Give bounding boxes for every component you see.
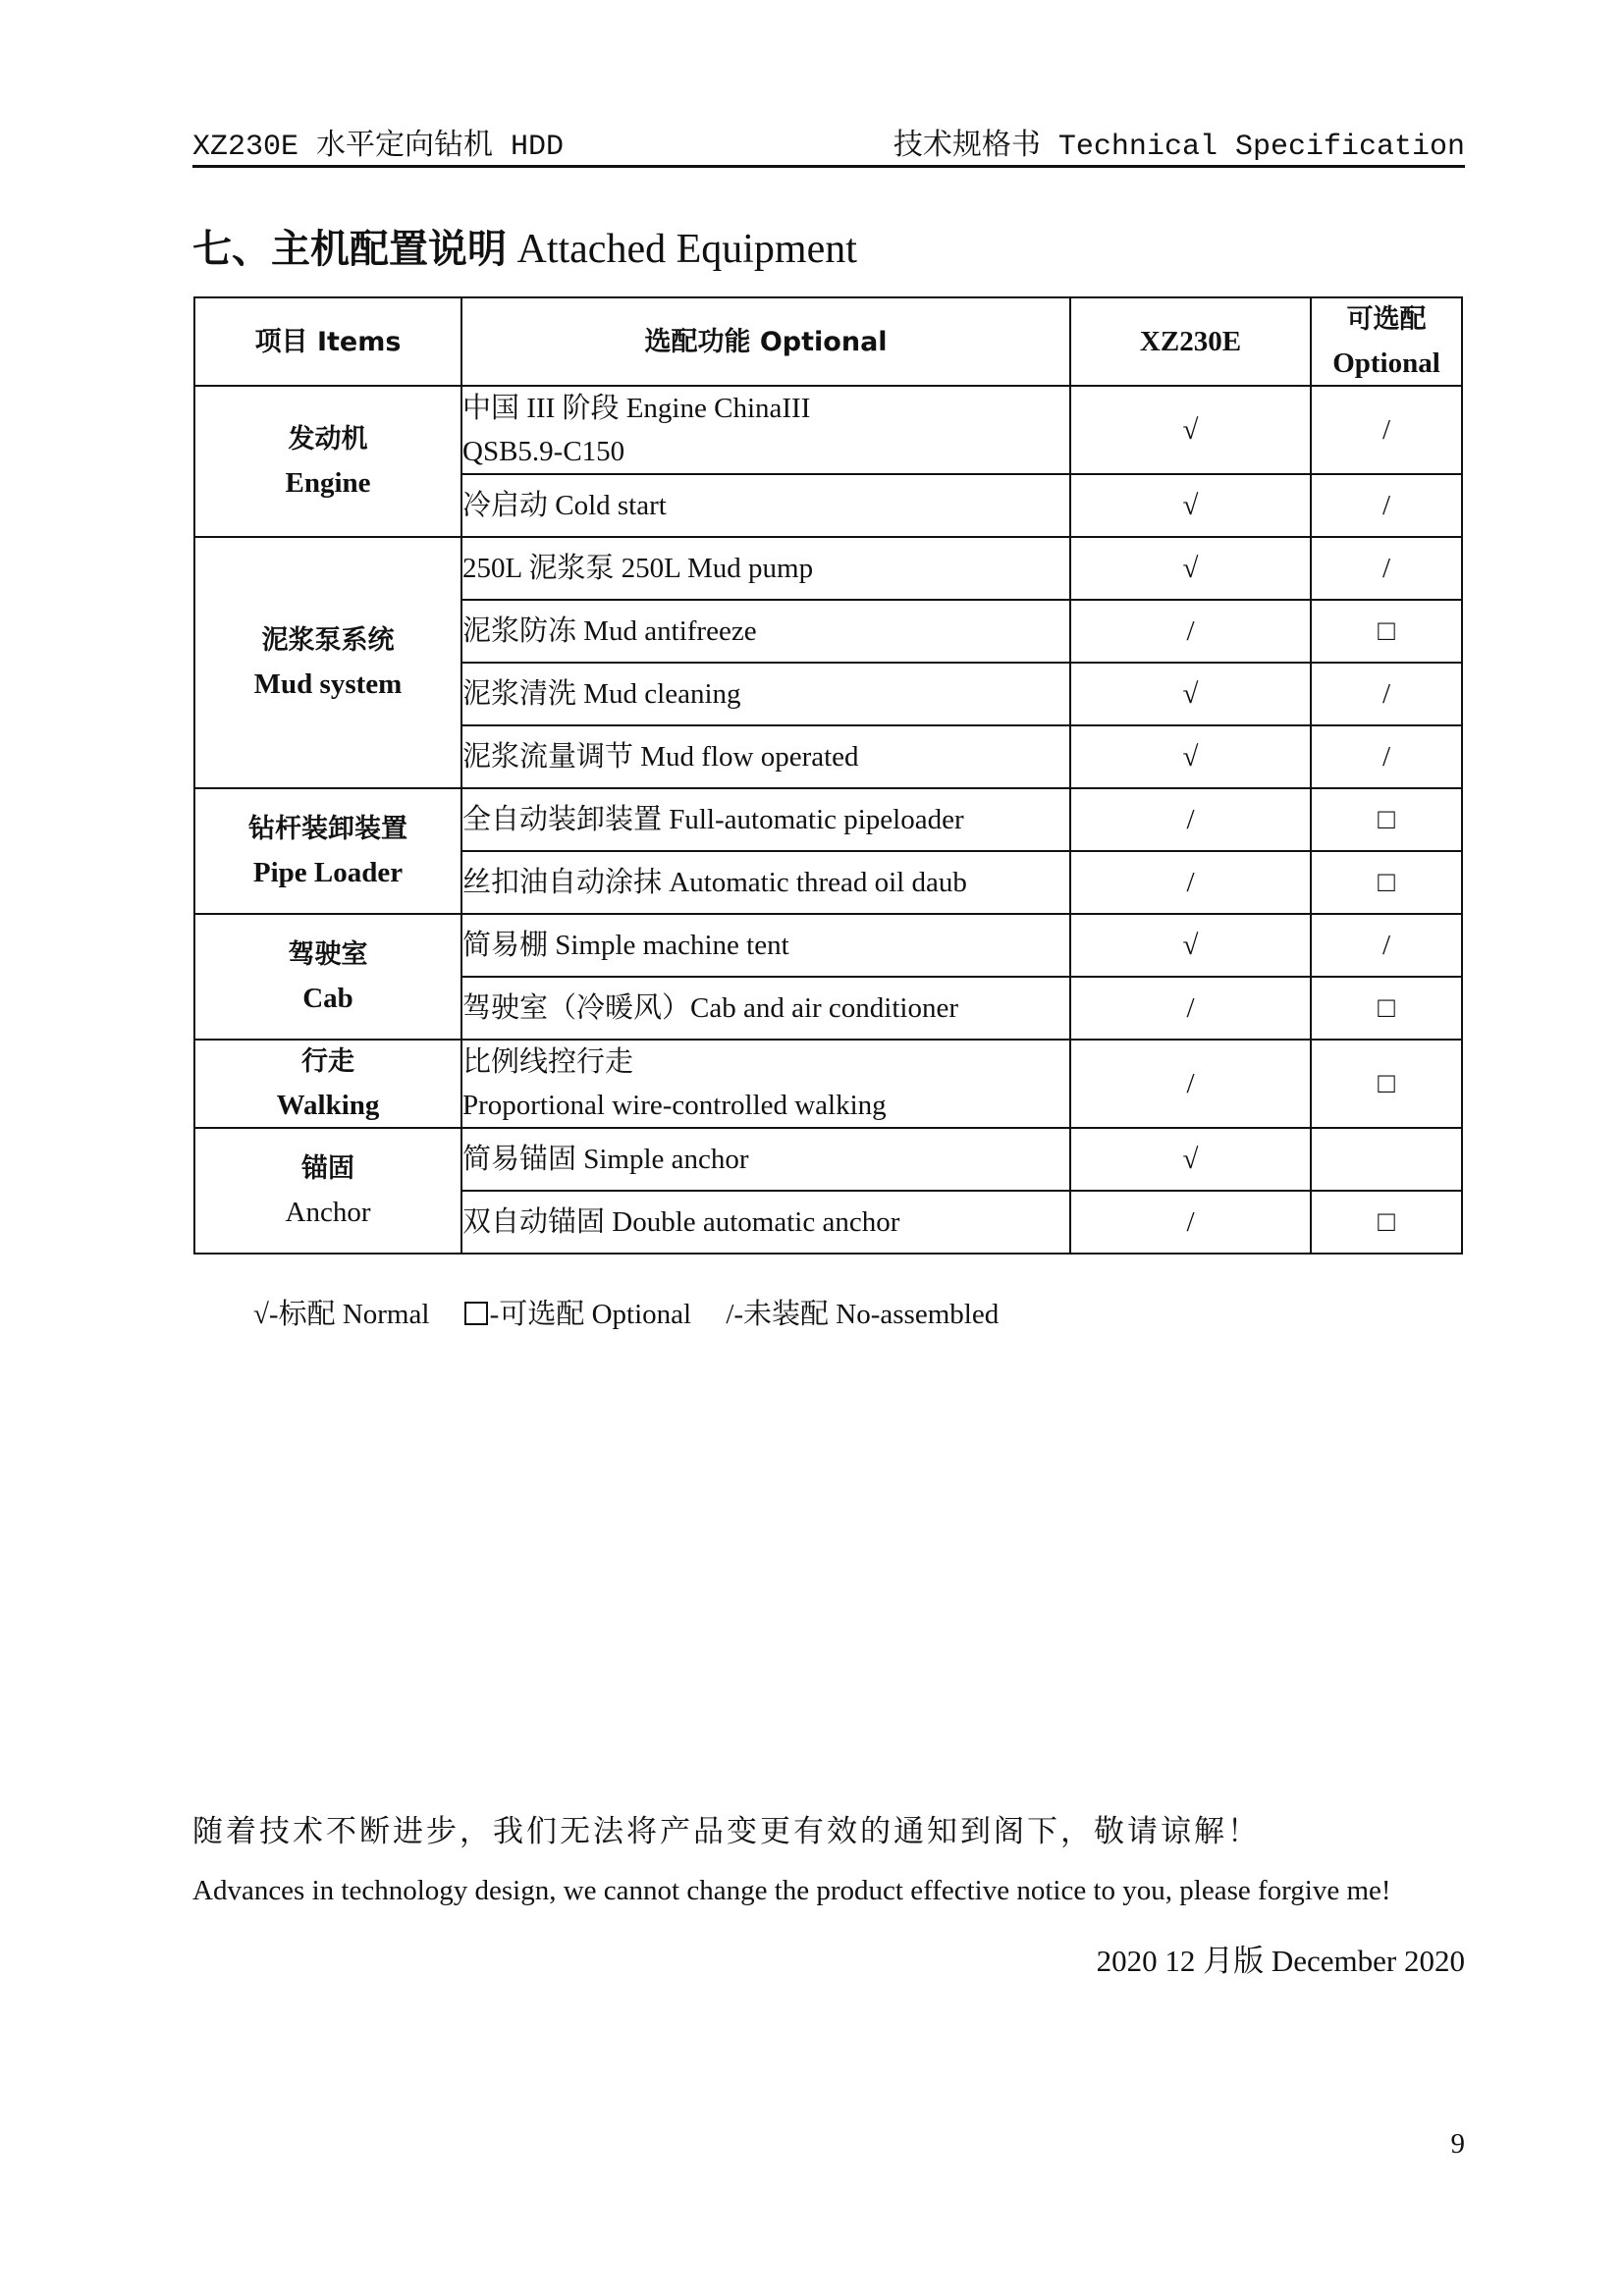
category-cab: 驾驶室 Cab (194, 914, 461, 1040)
standard-mark: √ (1070, 725, 1311, 788)
optional-mark (1311, 1128, 1462, 1191)
optional-mark: / (1311, 914, 1462, 977)
standard-mark: / (1070, 851, 1311, 914)
option-cell: 驾驶室（冷暖风）Cab and air conditioner (461, 977, 1070, 1040)
optional-mark: / (1311, 537, 1462, 600)
optional-mark: □ (1311, 977, 1462, 1040)
section-title (192, 218, 857, 274)
option-cell: 全自动装卸装置 Full-automatic pipeloader (461, 788, 1070, 851)
option-cell: 泥浆清洗 Mud cleaning (461, 663, 1070, 725)
page-number: 9 (1450, 2128, 1465, 2160)
category-pipe-loader: 钻杆装卸装置 Pipe Loader (194, 788, 461, 914)
page-header (192, 116, 1465, 168)
option-cell: 比例线控行走 Proportional wire-controlled walking (461, 1040, 1070, 1128)
optional-mark: □ (1311, 1040, 1462, 1128)
optional-mark: / (1311, 663, 1462, 725)
header-selectable: 可选配 Optional (1311, 297, 1462, 386)
section-title-cn: 七、主机配置说明 (192, 227, 507, 272)
category-anchor: 锚固 Anchor (194, 1128, 461, 1254)
table-row (194, 1128, 1462, 1191)
checkbox-square-icon (464, 1302, 488, 1325)
legend-normal: √-标配 Normal (253, 1299, 430, 1330)
option-cell: 丝扣油自动涂抹 Automatic thread oil daub (461, 851, 1070, 914)
category-mud-system: 泥浆泵系统 Mud system (194, 537, 461, 788)
option-cell: 简易锚固 Simple anchor (461, 1128, 1070, 1191)
standard-mark: / (1070, 1191, 1311, 1254)
configuration-table (193, 296, 1463, 1255)
optional-mark: / (1311, 725, 1462, 788)
notice-chinese: 随着技术不断进步，我们无法将产品变更有效的通知到阁下，敬请谅解！ (192, 1814, 1261, 1849)
table-row (194, 537, 1462, 600)
standard-mark: √ (1070, 386, 1311, 474)
header-model: XZ230E (1070, 297, 1311, 386)
header-items: 项目 Items (194, 297, 461, 386)
header-title: XZ230E 水平定向钻机 HDD (192, 131, 565, 164)
option-cell: 双自动锚固 Double automatic anchor (461, 1191, 1070, 1254)
standard-mark: / (1070, 600, 1311, 663)
standard-mark: √ (1070, 1128, 1311, 1191)
standard-mark: / (1070, 788, 1311, 851)
category-engine: 发动机 Engine (194, 386, 461, 537)
notice-english: Advances in technology design, we cannot change the product effective notice to you, please forgive me! (192, 1875, 1391, 1906)
legend-optional: -可选配 Optional (464, 1299, 691, 1330)
optional-mark: □ (1311, 600, 1462, 663)
option-cell: 冷启动 Cold start (461, 474, 1070, 537)
table-row (194, 1040, 1462, 1128)
option-cell: 简易棚 Simple machine tent (461, 914, 1070, 977)
standard-mark: / (1070, 1040, 1311, 1128)
table-legend (253, 1292, 1026, 1332)
optional-mark: / (1311, 386, 1462, 474)
standard-mark: √ (1070, 537, 1311, 600)
standard-mark: / (1070, 977, 1311, 1040)
optional-mark: □ (1311, 851, 1462, 914)
table-row (194, 788, 1462, 851)
option-cell: 泥浆防冻 Mud antifreeze (461, 600, 1070, 663)
standard-mark: √ (1070, 914, 1311, 977)
standard-mark: √ (1070, 663, 1311, 725)
optional-mark: □ (1311, 788, 1462, 851)
header-doc-type: 技术规格书 Technical Specification (893, 131, 1465, 164)
section-title-en: Attached Equipment (507, 227, 857, 272)
option-cell: 泥浆流量调节 Mud flow operated (461, 725, 1070, 788)
option-cell: 中国 III 阶段 Engine ChinaIII QSB5.9-C150 (461, 386, 1070, 474)
header-optional-function: 选配功能 Optional (461, 297, 1070, 386)
category-walking: 行走 Walking (194, 1040, 461, 1128)
edition-date: 2020 12 月版 December 2020 (1096, 1944, 1465, 1978)
standard-mark: √ (1070, 474, 1311, 537)
table-row (194, 914, 1462, 977)
option-cell: 250L 泥浆泵 250L Mud pump (461, 537, 1070, 600)
legend-not-assembled: /-未装配 No-assembled (726, 1299, 1000, 1330)
optional-mark: / (1311, 474, 1462, 537)
optional-mark: □ (1311, 1191, 1462, 1254)
table-row (194, 386, 1462, 474)
table-header-row (194, 297, 1462, 386)
